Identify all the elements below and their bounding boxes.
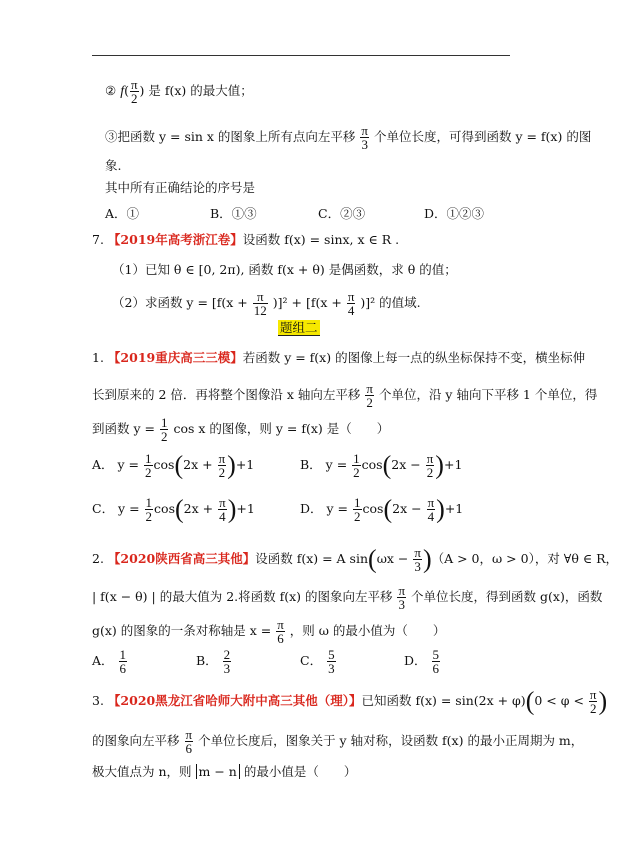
g2-question-2-line-2: | f(x − θ) | 的最大值为 2.将函数 f(x) 的图象向左平移 $\frac{\pi}{3}$ 个单位长度，得到函数 g(x)，函数 [92, 583, 603, 612]
g2-question-1-line-3: 到函数 y = $\frac{1}{2}$ cos x 的图像，则 y = f(x) 是（ ） [92, 415, 390, 444]
g2-question-1-line-2: 长到原来的 2 倍．再将整个图像沿 x 轴向左平移 $\frac{\pi}{2}$ 个单位，沿 y 轴向下平移 1 个单位，得 [92, 381, 598, 410]
header-rule [92, 55, 510, 56]
g2q1-option-a: A． y = $\frac{1}{2}$ cos(2x + $\frac{\pi}{2}$ )+1 [92, 450, 255, 480]
statement-3: ③把函数 y = sin x 的图象上所有点向左平移 $\frac{\pi}{3}$ 个单位长度，可得到函数 y = f(x) 的图 [105, 123, 592, 152]
g2q2-option-d: D． $\frac{5}{6}$ [404, 647, 440, 676]
option-d: D．①②③ [424, 206, 485, 221]
absolute-value: m − n [196, 764, 240, 779]
g2-question-3-line-2: 的图象向左平移 $\frac{\pi}{6}$ 个单位长度后，图象关于 y 轴对称，设函数 f(x) 的最小正周期为 m， [92, 727, 584, 756]
g2q1-option-c: C． y = $\frac{1}{2}$ cos(2x + $\frac{\pi}{4}$ )+1 [92, 494, 255, 524]
fraction: $\frac{\pi}{2}$ [130, 77, 138, 106]
source-tag: 【2020黑龙江省哈师大附中高三其他（理）】 [107, 693, 362, 708]
question-7-part-1: （1）已知 θ ∈ [0, 2π), 函数 f(x + θ) 是偶函数，求 θ 的值； [112, 262, 457, 277]
statement-2: ② f( $\frac{\pi}{2}$ ) 是 f(x) 的最大值； [105, 77, 253, 106]
g2q1-option-b: B． y = $\frac{1}{2}$ cos(2x − $\frac{\pi}{2}$ )+1 [300, 450, 463, 480]
g2-question-2-line-3: g(x) 的图象的一条对称轴是 x = $\frac{\pi}{6}$ ，则 ω 的最小值为（ ） [92, 617, 446, 646]
source-tag: 【2019年高考浙江卷】 [107, 232, 243, 247]
g2-question-1-line-1: 1. 【2019重庆高三三模】若函数 y = f(x) 的图像上每一点的纵坐标保持不变，横坐标伸 [92, 350, 586, 365]
source-tag: 【2020陕西省高三其他】 [107, 551, 256, 566]
option-b: B．①③ [210, 206, 257, 221]
option-c: C．②③ [318, 206, 366, 221]
question-prompt: 其中所有正确结论的序号是 [105, 180, 256, 195]
g2-question-3-line-1: 3. 【2020黑龙江省哈师大附中高三其他（理）】已知函数 f(x) = sin(2x + φ)(0 < φ < $\frac{\pi}{2}$ ) [92, 686, 608, 716]
source-tag: 【2019重庆高三三模】 [107, 350, 243, 365]
g2-question-2-line-1: 2. 【2020陕西省高三其他】设函数 f(x) = A sin(ωx − $\frac{\pi}{3}$ )（A > 0，ω > 0），对 ∀θ ∈ R， [92, 544, 618, 574]
g2q2-option-b: B． $\frac{2}{3}$ [196, 647, 231, 676]
group-title: 题组二 [280, 320, 318, 335]
option-a: A．① [105, 206, 140, 221]
question-7-stem: 7. 【2019年高考浙江卷】设函数 f(x) = sinx, x ∈ R . [92, 232, 400, 247]
fraction: $\frac{\pi}{3}$ [361, 123, 368, 152]
question-7-part-2: （2）求函数 y = [f(x + $\frac{\pi}{12}$ )]² + [f(x + $\frac{\pi}{4}$ )]² 的值域. [112, 289, 421, 318]
g2q1-option-d: D． y = $\frac{1}{2}$ cos(2x − $\frac{\pi}{4}$ )+1 [300, 494, 464, 524]
g2q2-option-a: A． $\frac{1}{6}$ [92, 647, 127, 676]
g2q2-option-c: C． $\frac{5}{3}$ [300, 647, 335, 676]
g2-question-3-line-3: 极大值点为 n，则 m − n 的最小值是（ ） [92, 764, 357, 779]
statement-3-tail: 象. [105, 158, 122, 173]
